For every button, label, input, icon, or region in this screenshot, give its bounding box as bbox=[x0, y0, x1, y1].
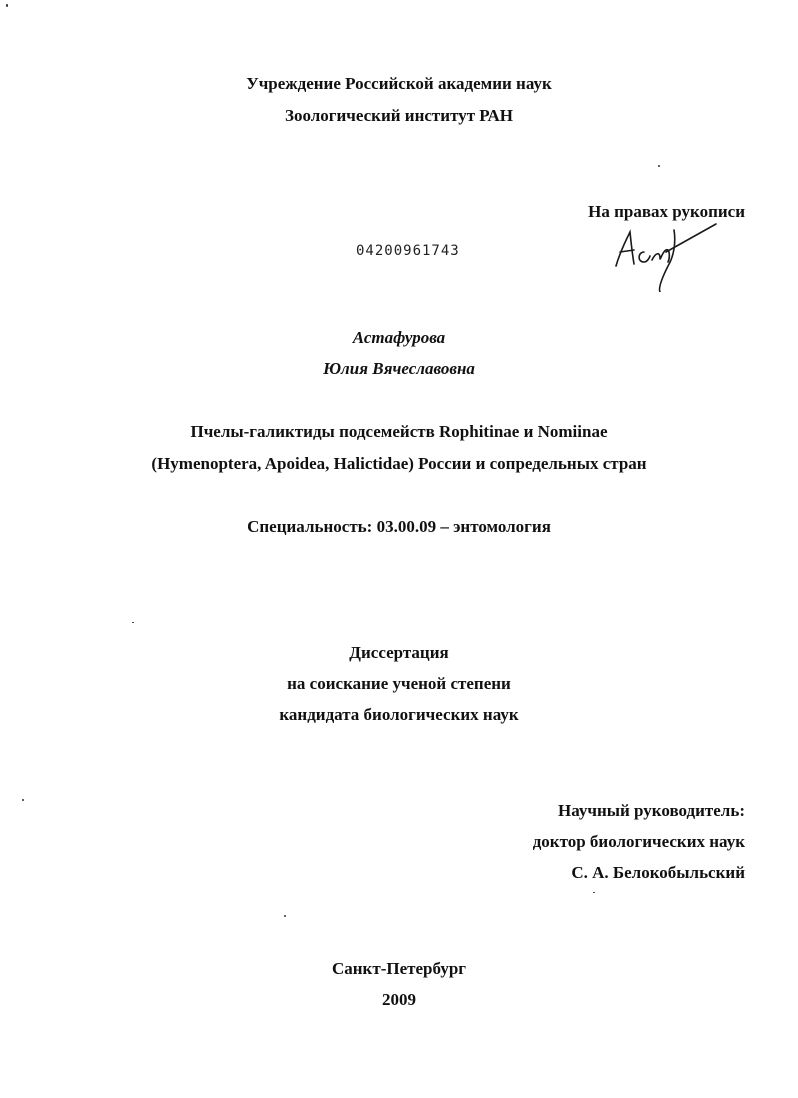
scan-speck bbox=[132, 622, 134, 623]
specialty: Специальность: 03.00.09 – энтомология bbox=[247, 517, 551, 536]
author-surname: Астафурова bbox=[352, 328, 446, 347]
institute-name: Зоологический институт РАН bbox=[284, 106, 514, 125]
title-line-2: (Hymenoptera, Apoidea, Halictidae) России и сопредельных стран bbox=[151, 454, 647, 473]
author-given-names: Юлия Вячеславовна bbox=[323, 359, 475, 378]
year: 2009 bbox=[382, 990, 416, 1009]
scan-speck bbox=[22, 799, 24, 801]
registration-number: 04200961743 bbox=[356, 243, 460, 259]
city: Санкт-Петербург bbox=[331, 959, 467, 978]
supervisor-label: Научный руководитель: bbox=[558, 801, 745, 820]
supervisor-name: С. А. Белокобыльский bbox=[571, 863, 745, 882]
title-line-1: Пчелы-галиктиды подсемейств Rophitinae и Nomiinae bbox=[190, 422, 608, 441]
scan-speck bbox=[593, 892, 595, 893]
handwritten-signature bbox=[604, 222, 722, 292]
dissertation-candidate-line: кандидата биологических наук bbox=[279, 705, 519, 724]
manuscript-note: На правах рукописи bbox=[588, 202, 745, 221]
dissertation-degree-line: на соискание ученой степени bbox=[287, 674, 511, 693]
scan-speck bbox=[6, 4, 8, 7]
dissertation-type: Диссертация bbox=[349, 643, 449, 662]
supervisor-degree: доктор биологических наук bbox=[532, 832, 745, 851]
institution-name: Учреждение Российской академии наук bbox=[246, 74, 552, 93]
scan-speck bbox=[284, 915, 286, 917]
scan-speck bbox=[658, 165, 660, 167]
